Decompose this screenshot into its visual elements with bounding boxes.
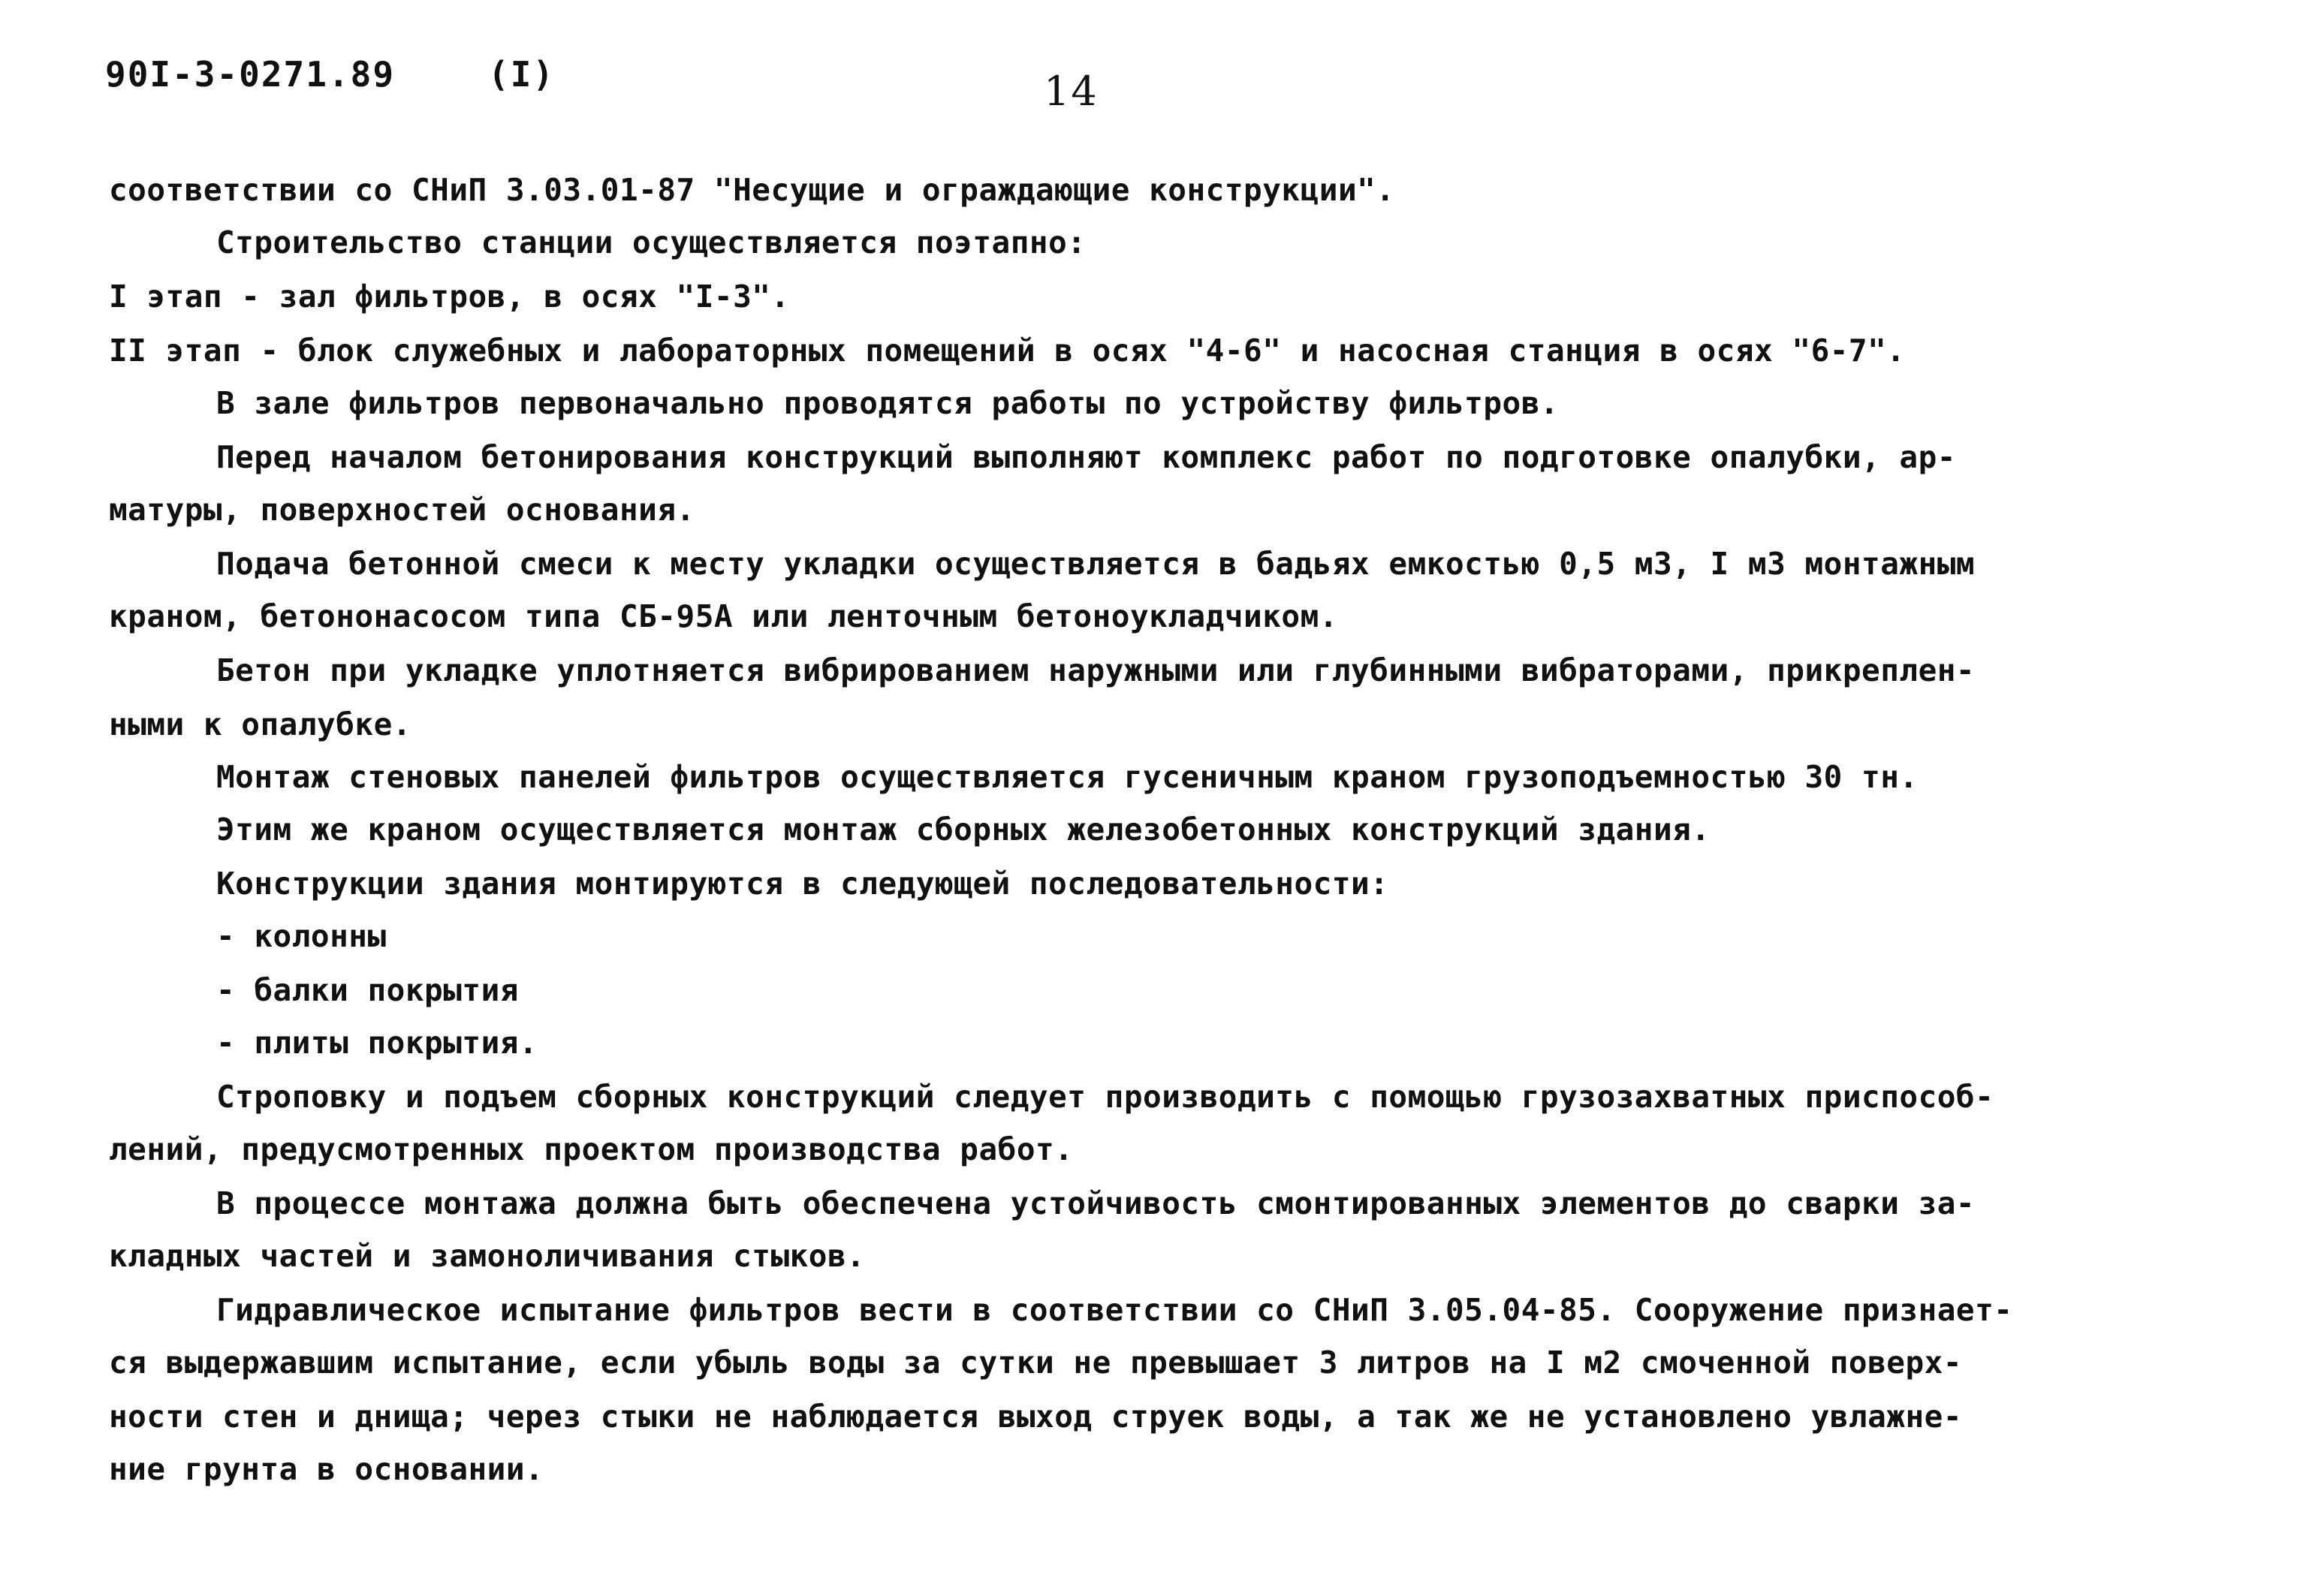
text-line: Гидравлическое испытание фильтров вести в соответствии со СНиП 3.05.04-85. Сооружение признает- bbox=[216, 1292, 2013, 1328]
text-line: кладных частей и замоноличивания стыков. bbox=[109, 1238, 866, 1274]
text-line: I этап - зал фильтров, в осях "I-3". bbox=[109, 279, 790, 315]
text-line: В процессе монтажа должна быть обеспечена устойчивость смонтированных элементов до сварки за- bbox=[216, 1185, 1976, 1221]
text-line: Строительство станции осуществляется поэтапно: bbox=[216, 224, 1087, 260]
text-line: Подача бетонной смеси к месту укладки осуществляется в бадьях емкостью 0,5 м3, I м3 монтажным bbox=[216, 546, 1976, 582]
text-line: II этап - блок служебных и лабораторных помещений в осях "4-6" и насосная станция в осях "6-7". bbox=[109, 333, 1906, 369]
text-line: Конструкции здания монтируются в следующей последовательности: bbox=[216, 866, 1389, 902]
text-line: ности стен и днища; через стыки не наблюдается выход струек воды, а так же не установлено увлажне- bbox=[109, 1399, 1963, 1435]
document-code: 90I-3-0271.89 bbox=[105, 54, 396, 95]
text-line: лений, предусмотренных проектом производства работ. bbox=[109, 1131, 1074, 1167]
part-number: (I) bbox=[488, 54, 556, 95]
text-line: В зале фильтров первоначально проводятся работы по устройству фильтров. bbox=[216, 385, 1560, 421]
text-line: Монтаж стеновых панелей фильтров осуществляется гусеничным краном грузоподъемностью 30 тн. bbox=[216, 759, 1919, 795]
text-line: ние грунта в основании. bbox=[109, 1451, 544, 1487]
text-line: ными к опалубке. bbox=[109, 706, 411, 742]
text-line: ся выдержавшим испытание, если убыль воды за сутки не превышает 3 литров на I м2 смоченной поверх- bbox=[109, 1345, 1963, 1381]
text-line: краном, бетононасосом типа СБ-95А или ленточным бетоноукладчиком. bbox=[109, 598, 1338, 634]
list-item: - колонны bbox=[216, 918, 387, 954]
list-item: - плиты покрытия. bbox=[216, 1025, 538, 1061]
text-line: матуры, поверхностей основания. bbox=[109, 492, 695, 528]
list-item: - балки покрытия bbox=[216, 972, 519, 1008]
text-line: Бетон при укладке уплотняется вибрированием наружными или глубинными вибраторами, прикреплен- bbox=[216, 652, 1976, 688]
text-line: Перед началом бетонирования конструкций выполняют комплекс работ по подготовке опалубки, ар- bbox=[216, 439, 1956, 475]
text-line: Этим же краном осуществляется монтаж сборных железобетонных конструкций здания. bbox=[216, 812, 1711, 848]
text-line: соответствии со СНиП 3.03.01-87 "Несущие и ограждающие конструкции". bbox=[109, 172, 1395, 208]
text-line: Строповку и подъем сборных конструкций следует производить с помощью грузозахватных приспособ- bbox=[216, 1079, 1994, 1115]
page-number: 14 bbox=[1044, 68, 1099, 115]
